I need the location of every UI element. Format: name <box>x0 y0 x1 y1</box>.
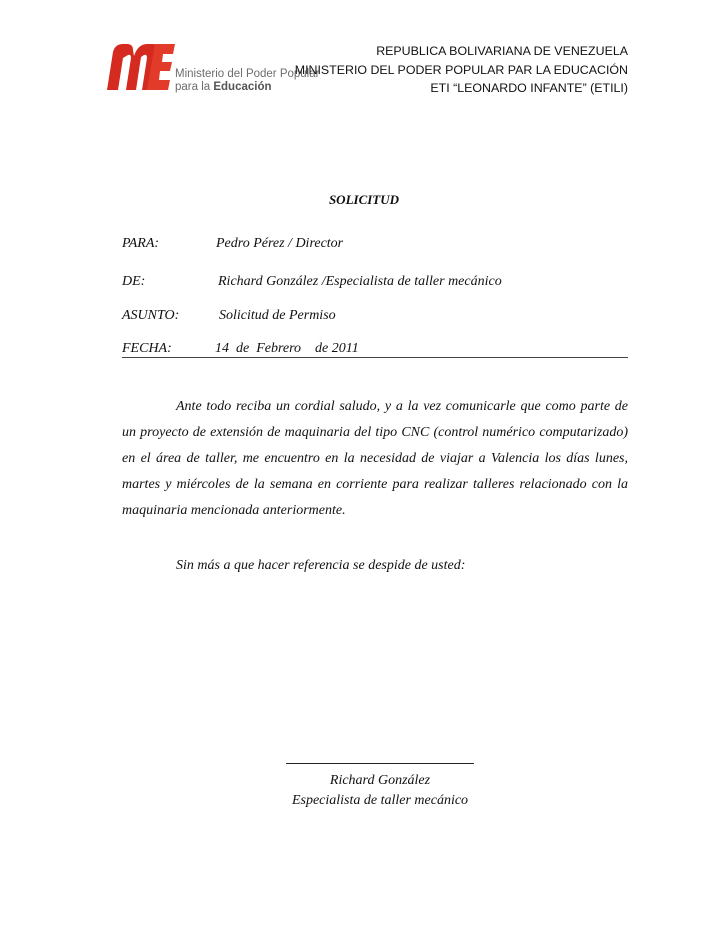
para-label: PARA: <box>122 236 160 251</box>
body-paragraph: Ante todo reciba un cordial saludo, y a la vez comunicarle que como parte de un proyecto de extensión de maquinaria del tipo CNC (control numérico computarizado) en el área de taller, me encuentro en la necesidad de viajar a Valencia los días lunes, martes y miércoles de la semana en corriente para realizar talleres relacionado con la maquinaria mencionada anteriormente. <box>122 399 628 518</box>
me-logo-mark <box>103 38 175 94</box>
logo-line-2-bold: Educación <box>213 81 272 93</box>
letterhead <box>288 42 628 98</box>
logo-line-2-prefix: para la <box>175 81 214 93</box>
de-label: DE: <box>122 274 146 289</box>
para-value: Pedro Pérez / Director <box>216 236 344 251</box>
header-line-3: ETI “LEONARDO INFANTE” (ETILI) <box>430 81 628 95</box>
document-title: SOLICITUD <box>328 192 400 207</box>
asunto-value: Solicitud de Permiso <box>219 308 336 323</box>
signature-block <box>270 771 490 811</box>
fecha-value: 14 de Febrero de 2011 <box>215 341 359 356</box>
ministry-logo <box>103 38 320 98</box>
signature-role: Especialista de taller mecánico <box>291 793 469 808</box>
fecha-label: FECHA: <box>122 341 172 356</box>
header-line-1: REPUBLICA BOLIVARIANA DE VENEZUELA <box>376 44 628 58</box>
header-line-2: MINISTERIO DEL PODER POPULAR PAR LA EDUCACIÓN <box>294 62 628 77</box>
de-value: Richard González /Especialista de taller mecánico <box>218 274 502 289</box>
signature-name: Richard González <box>329 773 431 788</box>
asunto-label: ASUNTO: <box>122 308 180 323</box>
header-divider <box>122 357 628 358</box>
closing-line: Sin más a que hacer referencia se despide de usted: <box>176 558 466 573</box>
signature-line <box>286 763 474 764</box>
logo-line-1: Ministerio del Poder Popular <box>175 68 320 80</box>
letter-body <box>122 394 628 524</box>
